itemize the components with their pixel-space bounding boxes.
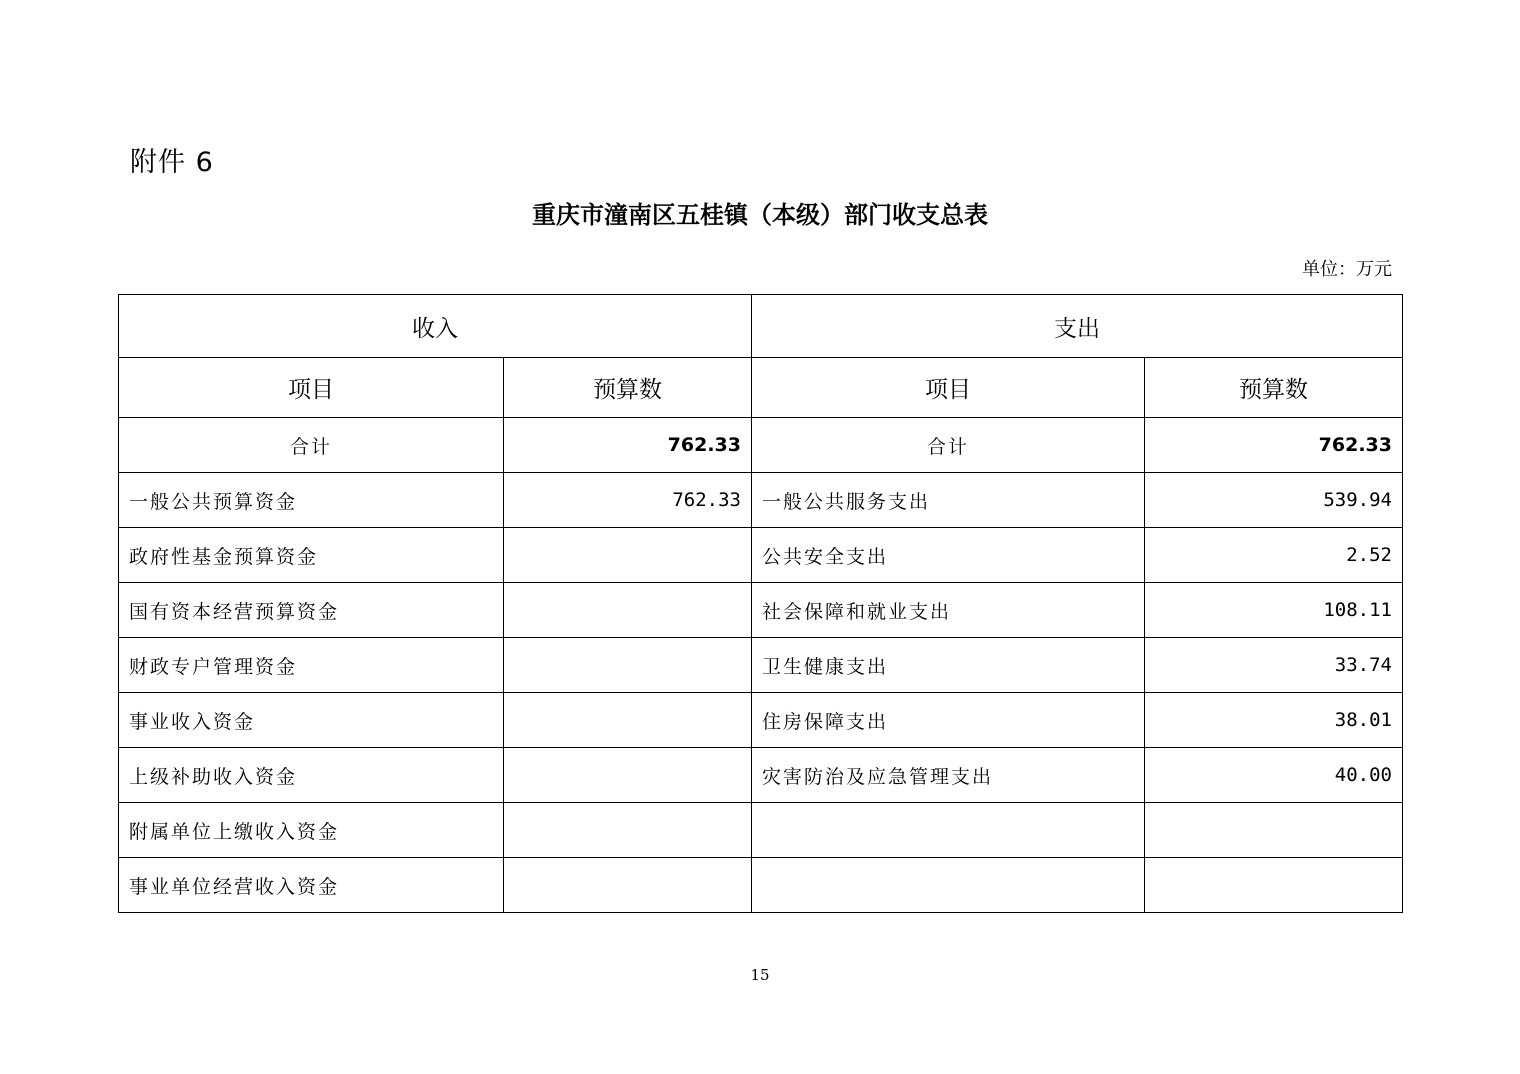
- unit-label: 单位：万元: [1302, 259, 1392, 280]
- table-row: [119, 693, 1403, 748]
- table-row: [119, 748, 1403, 803]
- income-item: 事业收入资金: [119, 693, 504, 748]
- expense-item: 灾害防治及应急管理支出: [752, 748, 1145, 803]
- expense-value: 38.01: [1145, 693, 1403, 748]
- income-item: 一般公共预算资金: [119, 473, 504, 528]
- income-header: 收入: [119, 295, 752, 358]
- expense-value: 2.52: [1145, 528, 1403, 583]
- income-value: [504, 638, 752, 693]
- expense-value: [1145, 803, 1403, 858]
- income-item: 国有资本经营预算资金: [119, 583, 504, 638]
- income-value: [504, 583, 752, 638]
- expense-value: 33.74: [1145, 638, 1403, 693]
- income-value: [504, 528, 752, 583]
- income-item: 财政专户管理资金: [119, 638, 504, 693]
- table-row: [119, 583, 1403, 638]
- expense-item: [752, 858, 1145, 913]
- income-item: 上级补助收入资金: [119, 748, 504, 803]
- expense-item-column-header: 项目: [752, 358, 1145, 418]
- total-row: [119, 418, 1403, 473]
- expense-value: [1145, 858, 1403, 913]
- expense-total-value: 762.33: [1145, 418, 1403, 473]
- expense-item: 公共安全支出: [752, 528, 1145, 583]
- table-row: [119, 858, 1403, 913]
- expense-total-label: 合计: [752, 418, 1145, 473]
- income-item: 政府性基金预算资金: [119, 528, 504, 583]
- table-row: [119, 528, 1403, 583]
- income-value: 762.33: [504, 473, 752, 528]
- income-value: [504, 803, 752, 858]
- expense-value: 40.00: [1145, 748, 1403, 803]
- income-budget-column-header: 预算数: [504, 358, 752, 418]
- group-header-row: [119, 295, 1403, 358]
- expense-value: 108.11: [1145, 583, 1403, 638]
- expense-item: 住房保障支出: [752, 693, 1145, 748]
- expense-item: [752, 803, 1145, 858]
- expense-item: 一般公共服务支出: [752, 473, 1145, 528]
- table-row: [119, 473, 1403, 528]
- expense-value: 539.94: [1145, 473, 1403, 528]
- income-item: 附属单位上缴收入资金: [119, 803, 504, 858]
- income-value: [504, 693, 752, 748]
- expense-item: 卫生健康支出: [752, 638, 1145, 693]
- document-title: 重庆市潼南区五桂镇（本级）部门收支总表: [532, 201, 988, 229]
- budget-summary-table: [118, 294, 1403, 913]
- table-row: [119, 638, 1403, 693]
- column-header-row: [119, 358, 1403, 418]
- income-value: [504, 858, 752, 913]
- expense-header: 支出: [752, 295, 1403, 358]
- income-total-value: 762.33: [504, 418, 752, 473]
- expense-item: 社会保障和就业支出: [752, 583, 1145, 638]
- income-value: [504, 748, 752, 803]
- page-number: 15: [750, 966, 770, 984]
- attachment-label: 附件 6: [130, 147, 214, 178]
- income-total-label: 合计: [119, 418, 504, 473]
- income-item-column-header: 项目: [119, 358, 504, 418]
- table-row: [119, 803, 1403, 858]
- income-item: 事业单位经营收入资金: [119, 858, 504, 913]
- expense-budget-column-header: 预算数: [1145, 358, 1403, 418]
